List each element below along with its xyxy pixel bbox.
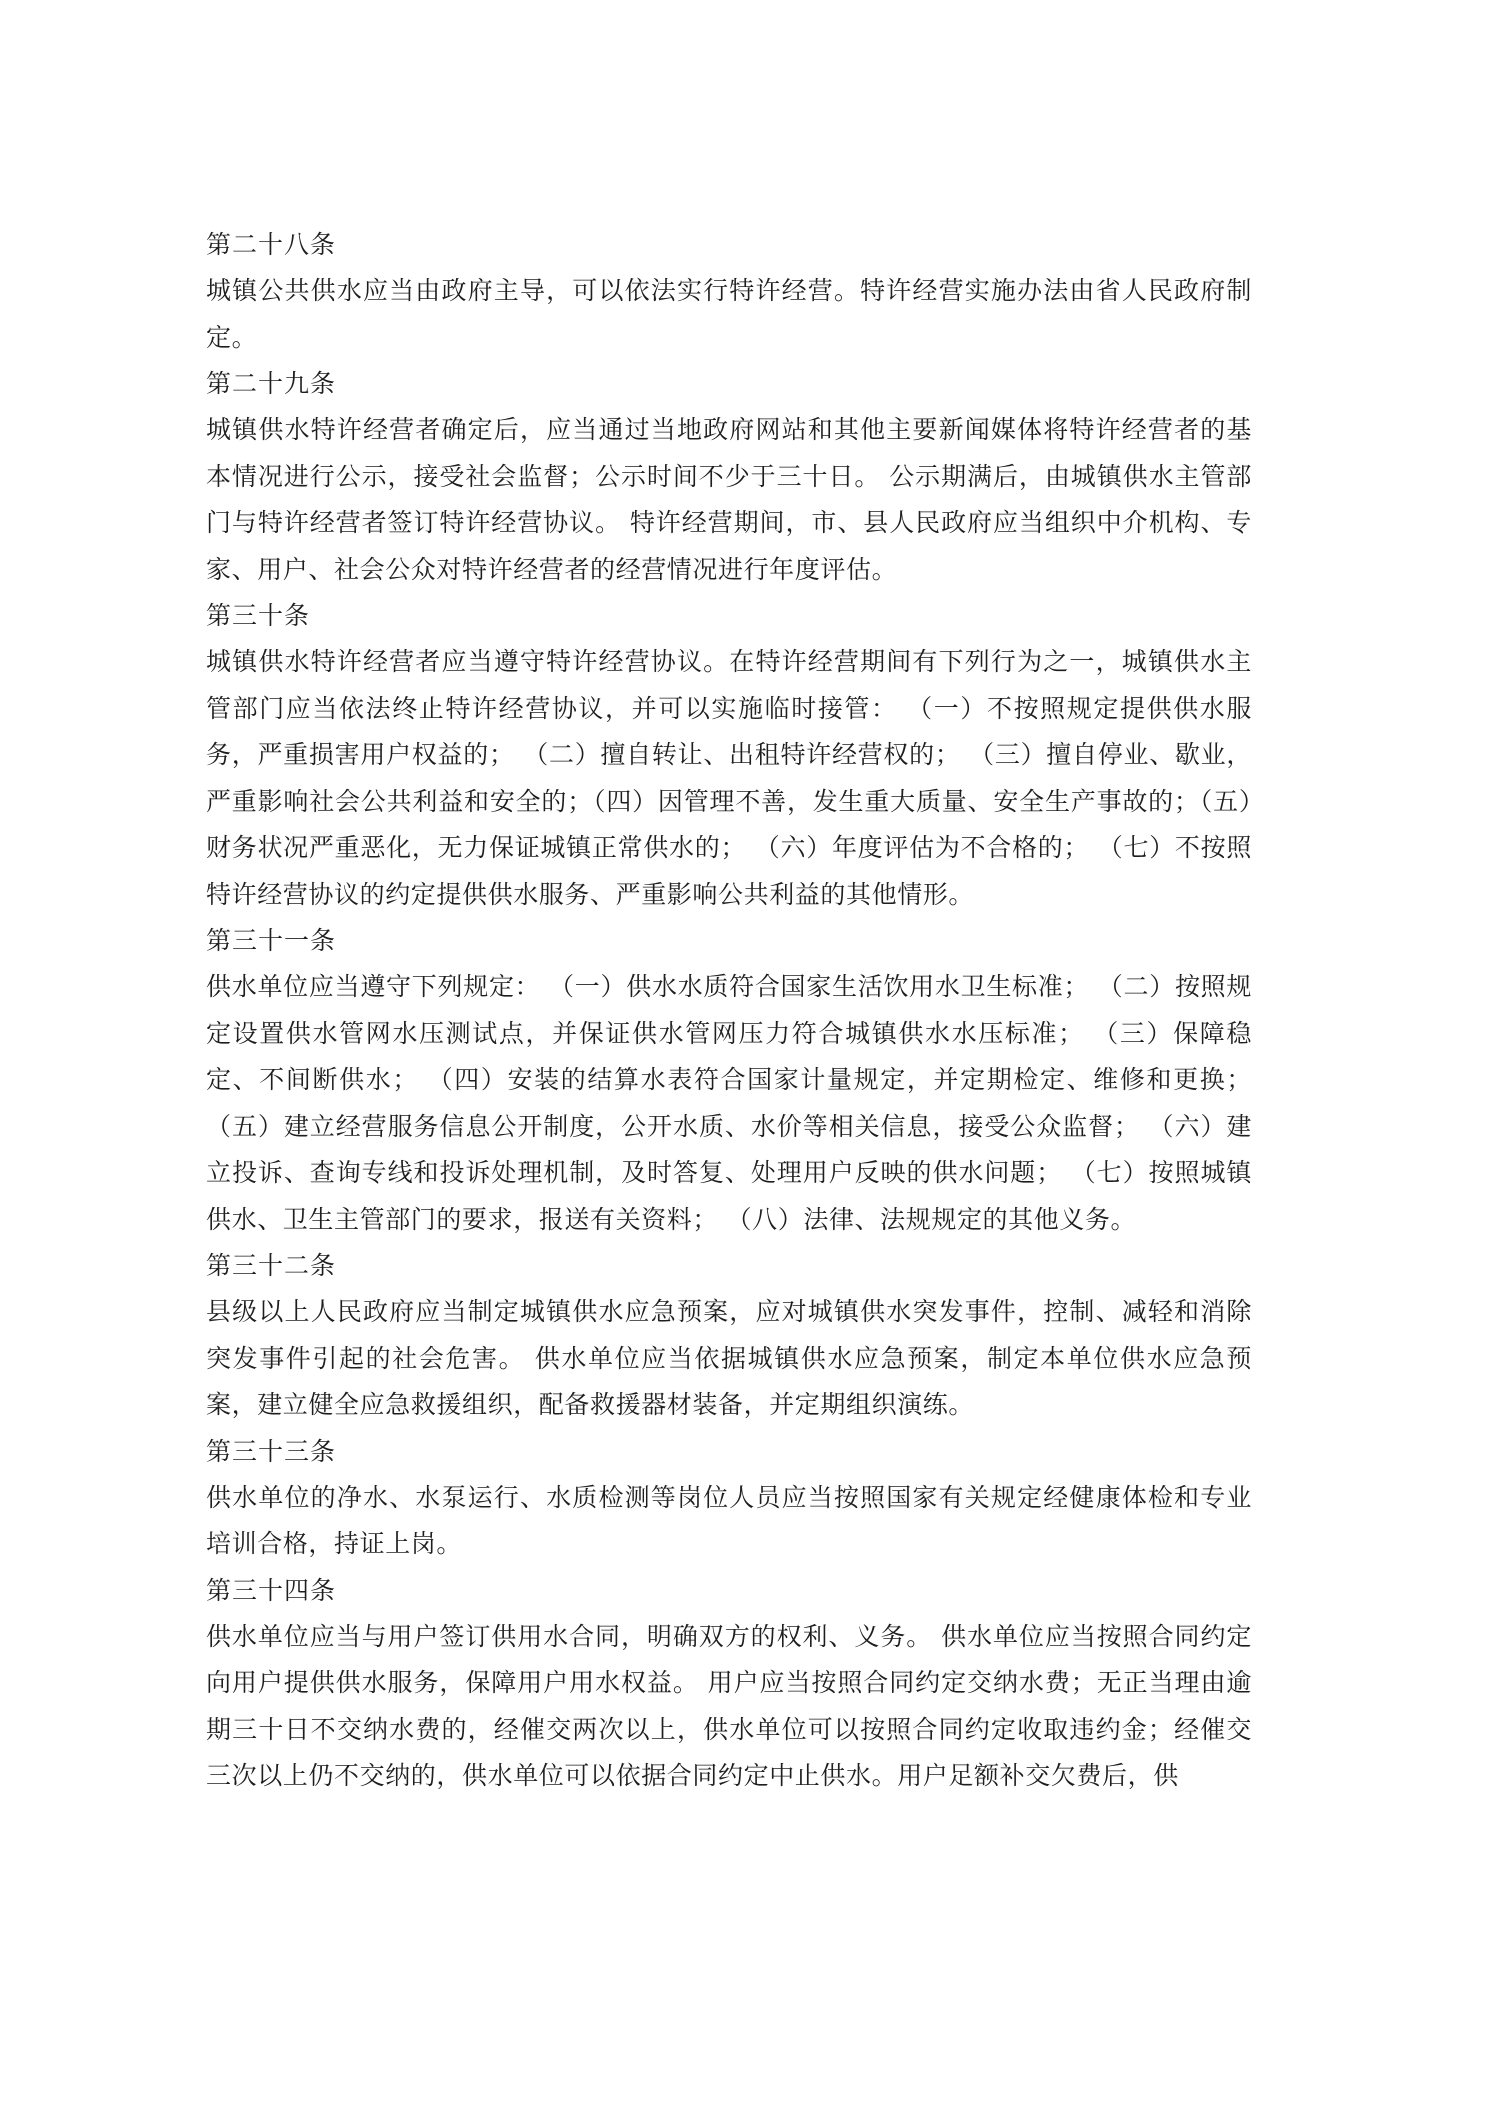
- article-title: 第三十条: [206, 601, 311, 630]
- article-title: 第二十八条: [206, 230, 337, 259]
- document-page: [206, 222, 1252, 1800]
- article-30: [206, 593, 1252, 918]
- article-32: [206, 1243, 1252, 1429]
- article-29: [206, 361, 1252, 593]
- article-title: 第三十二条: [206, 1251, 337, 1280]
- article-title: 第二十九条: [206, 369, 337, 398]
- article-body: 供水单位应当遵守下列规定： （一）供水水质符合国家生活饮用水卫生标准； （二）按照规定设置供水管网水压测试点，并保证供水管网压力符合城镇供水水压标准； （三）保障稳定、不间断供水； （四）安装的结算水表符合国家计量规定，并定期检定、维修和更换；（五）建立经营服务信息公开制度，公开水质、水价等相关信息，接受公众监督； （六）建立投诉、查询专线和投诉处理机制，及时答复、处理用户反映的供水问题； （七）按照城镇供水、卫生主管部门的要求，报送有关资料； （八）法律、法规规定的其他义务。: [206, 972, 1252, 1234]
- article-body: 供水单位应当与用户签订供用水合同，明确双方的权利、义务。 供水单位应当按照合同约定向用户提供供水服务，保障用户用水权益。 用户应当按照合同约定交纳水费；无正当理由逾期三十日不交纳水费的，经催交两次以上，供水单位可以按照合同约定收取违约金；经催交三次以上仍不交纳的，供水单位可以依据合同约定中止供水。用户足额补交欠费后，供: [206, 1621, 1252, 1790]
- article-body: 供水单位的净水、水泵运行、水质检测等岗位人员应当按照国家有关规定经健康体检和专业培训合格，持证上岗。: [206, 1482, 1252, 1558]
- article-33: [206, 1429, 1252, 1568]
- article-31: [206, 918, 1252, 1243]
- article-title: 第三十一条: [206, 926, 337, 955]
- article-title: 第三十四条: [206, 1575, 337, 1605]
- article-body: 城镇供水特许经营者确定后，应当通过当地政府网站和其他主要新闻媒体将特许经营者的基本情况进行公示，接受社会监督；公示时间不少于三十日。 公示期满后，由城镇供水主管部门与特许经营者签订特许经营协议。 特许经营期间，市、县人民政府应当组织中介机构、专家、用户、社会公众对特许经营者的经营情况进行年度评估。: [206, 415, 1252, 584]
- article-title: 第三十三条: [206, 1436, 337, 1466]
- article-body: 城镇供水特许经营者应当遵守特许经营协议。在特许经营期间有下列行为之一，城镇供水主管部门应当依法终止特许经营协议，并可以实施临时接管： （一）不按照规定提供供水服务，严重损害用户权益的； （二）擅自转让、出租特许经营权的； （三）擅自停业、歇业，严重影响社会公共利益和安全的；（四）因管理不善，发生重大质量、安全生产事故的；（五）财务状况严重恶化，无力保证城镇正常供水的； （六）年度评估为不合格的； （七）不按照特许经营协议的约定提供供水服务、严重影响公共利益的其他情形。: [206, 647, 1252, 909]
- article-body: 城镇公共供水应当由政府主导，可以依法实行特许经营。特许经营实施办法由省人民政府制定。: [206, 276, 1252, 352]
- article-body: 县级以上人民政府应当制定城镇供水应急预案，应对城镇供水突发事件，控制、减轻和消除突发事件引起的社会危害。 供水单位应当依据城镇供水应急预案，制定本单位供水应急预案，建立健全应急救援组织，配备救援器材装备，并定期组织演练。: [206, 1297, 1252, 1419]
- article-34: [206, 1568, 1252, 1800]
- article-28: [206, 222, 1252, 361]
